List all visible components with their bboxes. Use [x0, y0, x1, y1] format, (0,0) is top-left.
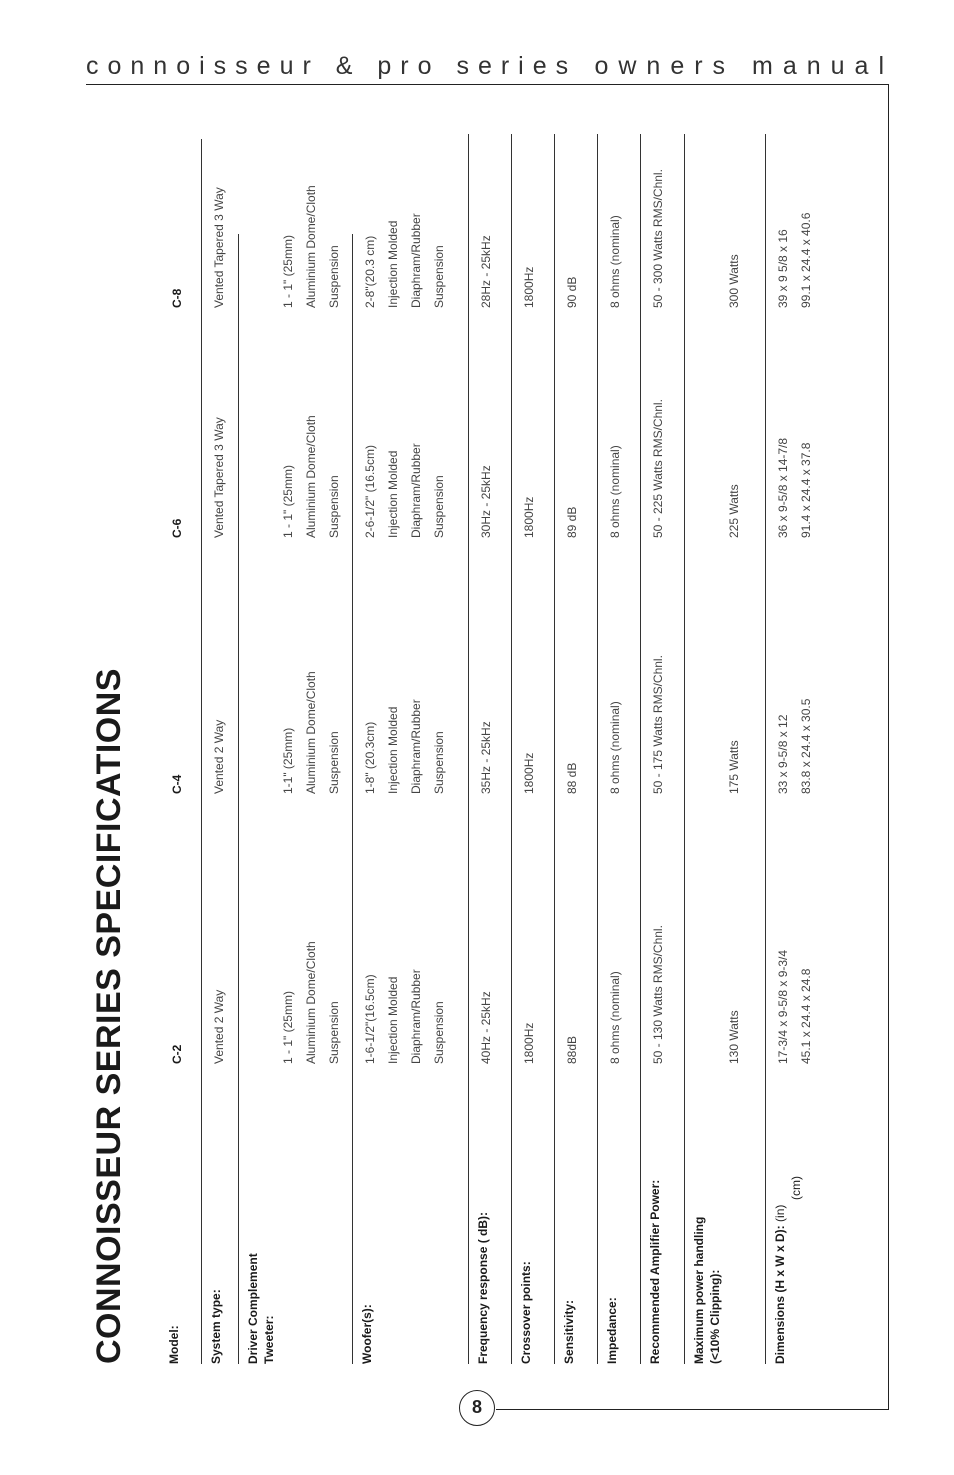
- table-row-sensitivity: [555, 129, 597, 1364]
- dimensions-unit-in: (in): [773, 1204, 787, 1222]
- system-type-c8: Vented Tapered 3 Way: [212, 187, 226, 308]
- tweeter-c4: [277, 671, 346, 794]
- impedance-c6: 8 ohms (nominal): [608, 445, 622, 538]
- crossover-c2: 1800Hz: [522, 1022, 536, 1064]
- tweeter-c4-line1: 1-1" (25mm): [281, 727, 295, 794]
- row-label-impedance: Impedance:: [605, 1297, 619, 1364]
- woofer-c2-line2: Injection Molded: [386, 976, 400, 1064]
- dimensions-c2: [772, 950, 818, 1064]
- dimensions-c6-in: 36 x 9-5/8 x 14-7/8: [776, 437, 790, 538]
- model-c4: C-4: [170, 774, 184, 794]
- max-power-c4: 175 Watts: [727, 740, 741, 794]
- header-rule: [86, 84, 889, 85]
- dimensions-c2-cm: 45.1 x 24.4 x 24.8: [799, 968, 813, 1064]
- table-row-crossover: [512, 129, 554, 1364]
- impedance-c8: 8 ohms (nominal): [608, 215, 622, 308]
- tweeter-c6-line3: Suspension: [327, 475, 341, 538]
- woofer-c4-line4: Suspension: [432, 731, 446, 794]
- table-row-impedance: [598, 129, 640, 1364]
- tweeter-c8: [277, 185, 346, 308]
- row-label-max-power: [691, 1094, 723, 1364]
- row-label-crossover: Crossover points:: [519, 1261, 533, 1364]
- woofer-c6: [359, 443, 451, 538]
- table-row-tweeter: [239, 129, 352, 1364]
- amplifier-c8: 50 - 300 Watts RMS/Chnl.: [651, 169, 665, 308]
- dimensions-c6-cm: 91.4 x 24.4 x 37.8: [799, 442, 813, 538]
- max-power-c8: 300 Watts: [727, 254, 741, 308]
- amplifier-c2: 50 - 130 Watts RMS/Chnl.: [651, 925, 665, 1064]
- woofer-c2-line4: Suspension: [432, 1001, 446, 1064]
- model-c2: C-2: [170, 1044, 184, 1064]
- system-type-c4: Vented 2 Way: [212, 719, 226, 794]
- row-label-system-type: System type:: [209, 1289, 223, 1364]
- tweeter-c8-line3: Suspension: [327, 245, 341, 308]
- table-row-max-power: [685, 129, 765, 1364]
- row-label-dimensions: [772, 1094, 804, 1364]
- dimensions-c4: [772, 699, 818, 794]
- dimensions-c8: [772, 213, 818, 308]
- row-label-woofer: Woofer(s):: [360, 1304, 374, 1364]
- table-row-system-type: [202, 129, 238, 1364]
- tweeter-c8-line1: 1 - 1" (25mm): [281, 235, 295, 308]
- row-label-sensitivity: Sensitivity:: [562, 1299, 576, 1364]
- tweeter-c2-line3: Suspension: [327, 1001, 341, 1064]
- woofer-c6-line2: Injection Molded: [386, 450, 400, 538]
- row-label-frequency: Frequency response ( dB):: [476, 1211, 490, 1364]
- system-type-c2: Vented 2 Way: [212, 989, 226, 1064]
- woofer-c8-line1: 2-8"(20.3 cm): [363, 235, 377, 308]
- woofer-c6-line3: Diaphram/Rubber: [409, 443, 423, 538]
- woofer-c4-line3: Diaphram/Rubber: [409, 699, 423, 794]
- tweeter-c4-line2: Aluminium Dome/Cloth: [304, 671, 318, 794]
- woofer-c6-line4: Suspension: [432, 475, 446, 538]
- woofer-c2-line3: Diaphram/Rubber: [409, 969, 423, 1064]
- header-series-title: connoisseur & pro series: [86, 52, 578, 80]
- tweeter-c6-line2: Aluminium Dome/Cloth: [304, 415, 318, 538]
- max-power-label-line1: Maximum power handling: [692, 1216, 706, 1364]
- crossover-c6: 1800Hz: [522, 496, 536, 538]
- tweeter-c8-line2: Aluminium Dome/Cloth: [304, 185, 318, 308]
- row-label-model: Model:: [167, 1325, 181, 1364]
- system-type-c6: Vented Tapered 3 Way: [212, 417, 226, 538]
- tweeter-c6: [277, 415, 346, 538]
- row-label-driver-complement: [245, 1094, 277, 1364]
- tweeter-c2-line2: Aluminium Dome/Cloth: [304, 941, 318, 1064]
- dimensions-unit-cm: (cm): [789, 1176, 803, 1200]
- table-row-woofer: [353, 129, 468, 1364]
- crossover-c4: 1800Hz: [522, 752, 536, 794]
- woofer-c2-line1: 1-6-1/2"(16.5cm): [363, 974, 377, 1064]
- woofer-c8-line4: Suspension: [432, 245, 446, 308]
- table-row-amplifier: [641, 129, 684, 1364]
- max-power-c6: 225 Watts: [727, 484, 741, 538]
- amplifier-c4: 50 - 175 Watts RMS/Chnl.: [651, 655, 665, 794]
- tweeter-c4-line3: Suspension: [327, 731, 341, 794]
- sensitivity-c8: 90 dB: [565, 276, 579, 308]
- frequency-c8: 28Hz - 25kHz: [479, 235, 493, 308]
- dimensions-c6: [772, 438, 818, 538]
- sensitivity-c2: 88dB: [565, 1035, 579, 1064]
- table-row-dimensions: [766, 129, 822, 1364]
- table-row-frequency: [469, 129, 511, 1364]
- frame-right-rule: [888, 84, 889, 1410]
- sensitivity-c6: 89 dB: [565, 506, 579, 538]
- tweeter-label: Tweeter:: [262, 1315, 276, 1364]
- tweeter-c2: [277, 941, 346, 1064]
- dimensions-c4-cm: 83.8 x 24.4 x 30.5: [799, 698, 813, 794]
- woofer-c6-line1: 2-6-1/2" (16.5cm): [363, 445, 377, 538]
- page-title: CONNOISSEUR SERIES SPECIFICATIONS: [90, 668, 128, 1364]
- dimensions-c8-in: 39 x 9 5/8 x 16: [776, 229, 790, 308]
- woofer-c4: [359, 699, 451, 794]
- frame-bottom-rule: [496, 1409, 889, 1410]
- row-label-amplifier: Recommended Amplifier Power:: [648, 1179, 662, 1364]
- crossover-c8: 1800Hz: [522, 266, 536, 308]
- header-manual-title: owners manual: [594, 52, 894, 80]
- model-c6: C-6: [170, 518, 184, 538]
- sensitivity-c4: 88 dB: [565, 762, 579, 794]
- woofer-c8-line2: Injection Molded: [386, 220, 400, 308]
- dimensions-c2-in: 17-3/4 x 9-5/8 x 9-3/4: [776, 949, 790, 1064]
- model-c8: C-8: [170, 288, 184, 308]
- woofer-c8-line3: Diaphram/Rubber: [409, 213, 423, 308]
- frequency-c2: 40Hz - 25kHz: [479, 991, 493, 1064]
- woofer-c8: [359, 213, 451, 308]
- frequency-c4: 35Hz - 25kHz: [479, 721, 493, 794]
- page-number: 8: [459, 1390, 495, 1426]
- woofer-c2: [359, 969, 451, 1064]
- table-row-model: [160, 129, 200, 1364]
- impedance-c2: 8 ohms (nominal): [608, 971, 622, 1064]
- impedance-c4: 8 ohms (nominal): [608, 701, 622, 794]
- woofer-c4-line2: Injection Molded: [386, 706, 400, 794]
- dimensions-c8-cm: 99.1 x 24.4 x 40.6: [799, 212, 813, 308]
- frequency-c6: 30Hz - 25kHz: [479, 465, 493, 538]
- dimensions-c4-in: 33 x 9-5/8 x 12: [776, 714, 790, 794]
- dimensions-label: Dimensions (H x W x D):: [773, 1225, 787, 1364]
- tweeter-c2-line1: 1 - 1" (25mm): [281, 991, 295, 1064]
- amplifier-c6: 50 - 225 Watts RMS/Chnl.: [651, 399, 665, 538]
- max-power-label-line2: (<10% Clipping):: [708, 1269, 722, 1364]
- woofer-c4-line1: 1-8" (20.3cm): [363, 721, 377, 794]
- max-power-c2: 130 Watts: [727, 1010, 741, 1064]
- tweeter-c6-line1: 1 - 1" (25mm): [281, 465, 295, 538]
- spec-table-rotated: [88, 129, 823, 1364]
- driver-complement-label: Driver Complement: [246, 1253, 260, 1364]
